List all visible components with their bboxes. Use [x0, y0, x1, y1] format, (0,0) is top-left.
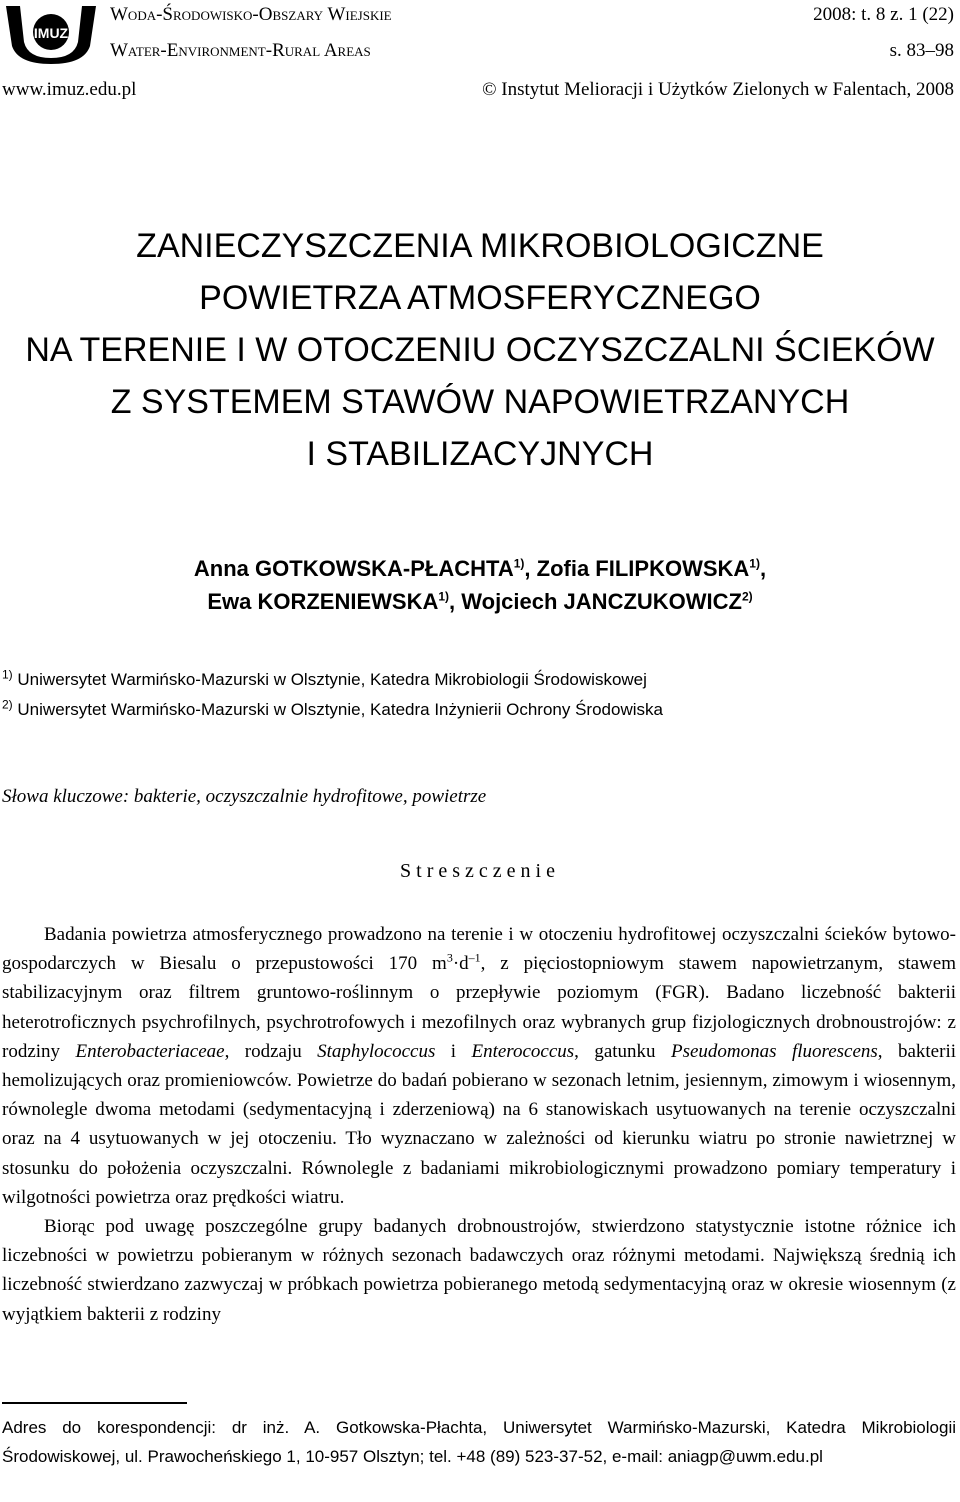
author: Ewa KORZENIEWSKA: [207, 589, 439, 614]
authors: Anna GOTKOWSKA-PŁACHTA$^{1)}$, Zofia FILIPKOWSKA$^{1)}$, Ewa KORZENIEWSKA$^{1)}$, Wojciech JANCZUKOWICZ$^{2)}$: [193, 556, 767, 614]
journal-title-pl: Woda-Środowisko-Obszary Wiejskie: [110, 4, 392, 25]
title-line: POWIETRZA ATMOSFERYCZNEGO: [199, 279, 761, 317]
title-line: Z SYSTEMEM STAWÓW NAPOWIETRZANYCH: [110, 383, 850, 421]
abstract-body: [2, 920, 956, 1329]
affiliation: $^{1)}$ Uniwersytet Warmińsko-Mazurski w Olsztynie, Katedra Mikrobiologii Środowiskowej: [2, 667, 647, 689]
article-title: [0, 220, 960, 480]
author: Zofia FILIPKOWSKA: [536, 556, 750, 581]
title-line: I STABILIZACYJNYCH: [306, 435, 654, 473]
correspondence-footnote: Adres do korespondencji: dr inż. A. Gotkowska-Płachta, Uniwersytet Warmińsko-Mazurski, Katedra Mikrobiologii Środowiskowej, ul. Prawocheńskiego 1, 10-957 Olsztyn; tel. +48 (89) 523-37-52, e-mail: aniagp@uwm.edu.pl: [2, 1418, 956, 1466]
title-line: NA TERENIE I W OTOCZENIU OCZYSZCZALNI ŚCIEKÓW: [25, 331, 935, 369]
page-range: s. 83–98: [889, 40, 954, 61]
copyright: © Instytut Melioracji i Użytków Zielonych w Falentach, 2008: [482, 79, 954, 100]
abstract-heading: Streszczenie: [400, 860, 560, 882]
title-line: ZANIECZYSZCZENIA MIKROBIOLOGICZNE: [136, 227, 824, 265]
journal-url[interactable]: www.imuz.edu.pl: [2, 79, 137, 100]
keywords: Słowa kluczowe: bakterie, oczyszczalnie hydrofitowe, powietrze: [2, 786, 487, 807]
footnote-rule: [2, 1402, 187, 1404]
author: Wojciech JANCZUKOWICZ: [461, 589, 742, 614]
affiliation: $^{2)}$ Uniwersytet Warmińsko-Mazurski w Olsztynie, Katedra Inżynierii Ochrony Środowiska: [2, 697, 663, 719]
imuz-logo: [2, 2, 100, 66]
affiliations: [2, 665, 663, 725]
abstract-paragraph: Badania powietrza atmosferycznego prowadzono na terenie i w otoczeniu hydrofitowej oczyszczalni ścieków bytowo-gospodarczych w Biesalu o przepustowości 170 $m^3\cdot d^{-1}$, z pięciostopniowym stawem napowietrzanym, stawem stabilizacyjnym oraz filtrem gruntowo-roślinnym o przepływie poziomym (FGR). Badano liczebność bakterii heterotroficznych psychrofilnych, psychrotrofowych i mezofilnych oraz wybranych grup fizjologicznych drobnoustrojów: z rodziny Enterobacteriaceae, rodzaju Staphylococcus i Enterococcus, gatunku Pseudomonas fluorescens, bakterii hemolizujących oraz promieniowców. Powietrze do badań pobierano w sezonach letnim, jesiennym, zimowym i wiosennym, równolegle dwoma metodami (sedymentacyjną i zderzeniową) na 6 stanowiskach usytuowanych na terenie oczyszczalni oraz na 4 usytuowanych w jej otoczeniu. Tło wyznaczano w zależności od kierunku wiatru po stronie nawietrznej w stosunku do położenia oczyszczalni. Równolegle z badaniami mikrobiologicznymi prowadzono pomiary temperatury i wilgotności powietrza oraz prędkości wiatru.: [2, 924, 956, 1208]
volume-info: 2008: t. 8 z. 1 (22): [813, 4, 954, 25]
logo-text: IMUZ: [33, 25, 69, 41]
journal-title-en: Water-Environment-Rural Areas: [110, 40, 371, 61]
abstract-paragraph: Biorąc pod uwagę poszczególne grupy badanych drobnoustrojów, stwierdzono statystycznie istotne różnice ich liczebności w powietrzu pobieranym w różnych sezonach badawczych oraz różnymi metodami. Największą średnią ich liczebność stwierdzano zazwyczaj w próbkach powietrza pobieranego metodą sedymentacyjną oraz w okresie wiosennym (z wyjątkiem bakterii z rodziny: [2, 1216, 956, 1325]
author: Anna GOTKOWSKA-PŁACHTA: [193, 556, 514, 581]
